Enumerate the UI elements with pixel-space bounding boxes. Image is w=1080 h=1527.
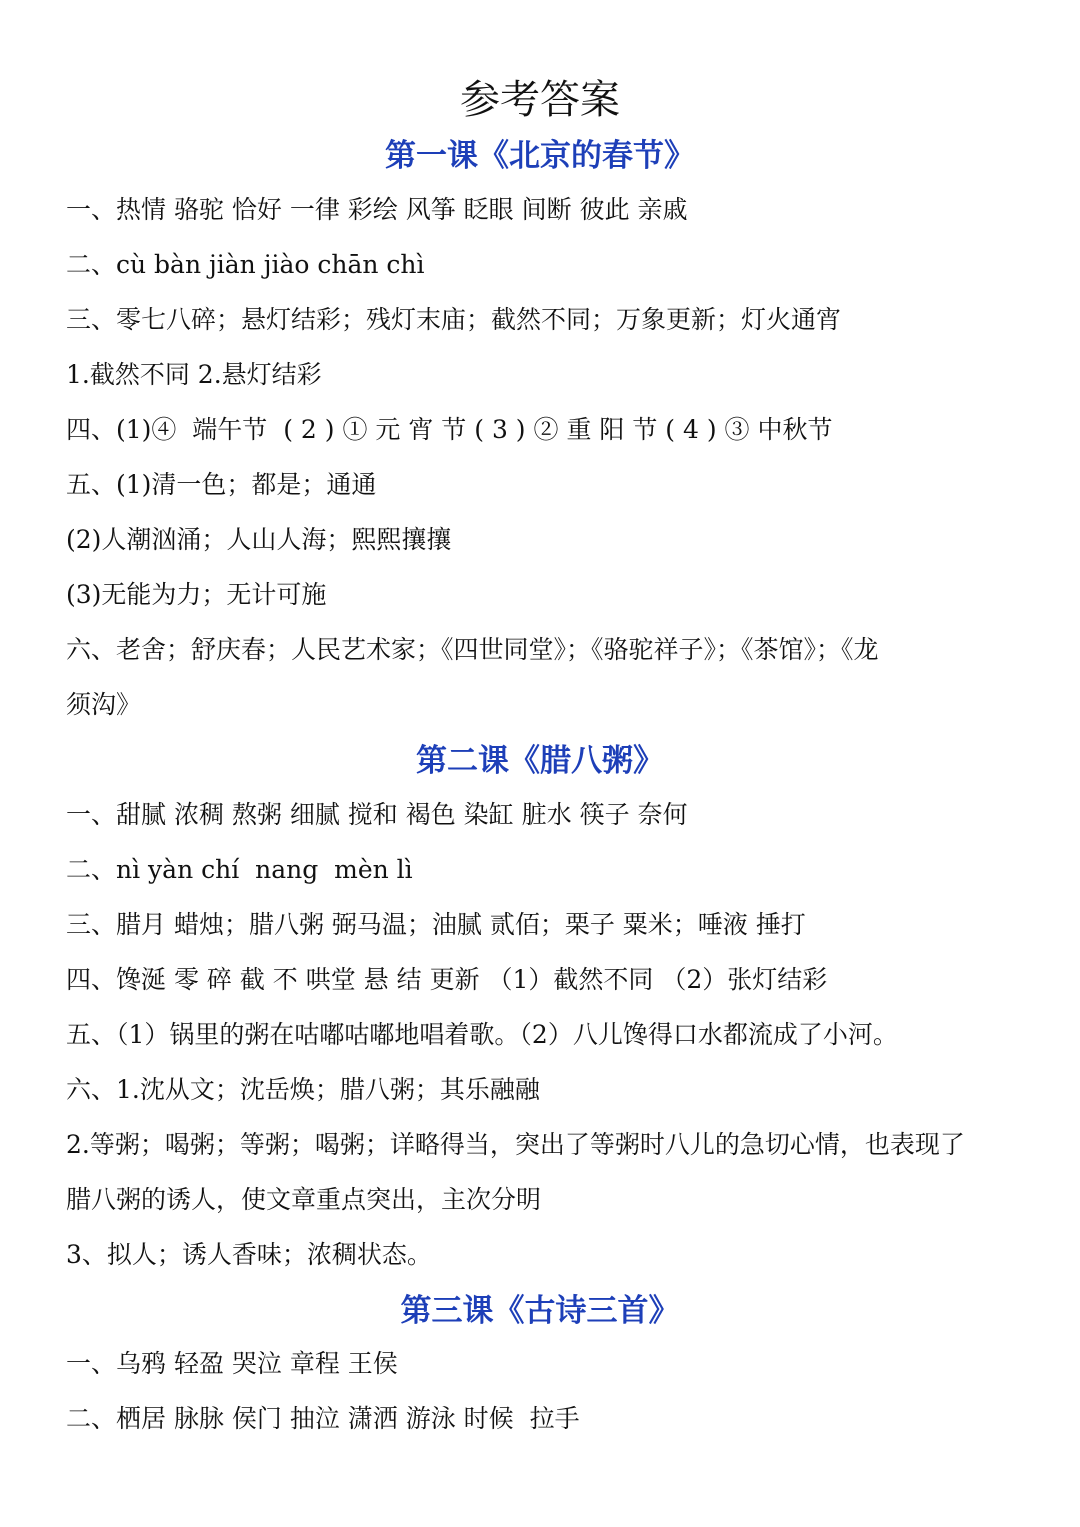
lesson-1-line-7: (2)人潮汹涌；人山人海；熙熙攘攘 [66,525,452,554]
lesson-2-line-6: 六、1.沈从文；沈岳焕；腊八粥；其乐融融 [66,1075,540,1104]
lesson-2-line-9: 3、拟人；诱人香味；浓稠状态。 [66,1240,432,1269]
lesson-2-line-3: 三、腊月 蜡烛；腊八粥 弼马温；油腻 贰佰；栗子 粟米；唾液 捶打 [66,910,806,939]
lesson-3-heading: 第三课《古诗三首》 [400,1293,680,1329]
lesson-3-line-1: 一、乌鸦 轻盈 哭泣 章程 王侯 [66,1349,398,1378]
lesson-1-heading: 第一课《北京的春节》 [385,138,695,174]
lesson-1-line-6: 五、(1)清一色；都是；通通 [66,470,377,499]
lesson-1-line-9: 六、老舍；舒庆春；人民艺术家；《四世同堂》；《骆驼祥子》；《茶馆》；《龙 [66,635,879,664]
lesson-2-heading: 第二课《腊八粥》 [416,743,664,779]
lesson-2-line-4: 四、馋涎 零 碎 截 不 哄堂 悬 结 更新 （1）截然不同 （2）张灯结彩 [66,965,828,994]
lesson-2-line-1: 一、甜腻 浓稠 熬粥 细腻 搅和 褐色 染缸 脏水 筷子 奈何 [66,800,688,829]
lesson-1-line-8: (3)无能为力；无计可施 [66,580,327,609]
lesson-1-line-10: 须沟》 [66,690,142,719]
page-title: 参考答案 [460,77,620,123]
lesson-2-line-8: 腊八粥的诱人，使文章重点突出，主次分明 [66,1185,542,1214]
lesson-2-line-5: 五、（1）锅里的粥在咕嘟咕嘟地唱着歌。（2）八儿馋得口水都流成了小河。 [66,1020,898,1049]
lesson-1-line-5: 四、(1)④ 端午节 ( 2 ) ① 元 宵 节 ( 3 ) ② 重 阳 节 ( 4 ) ③ 中秋节 [66,415,833,444]
lesson-1-line-4: 1.截然不同 2.悬灯结彩 [66,360,322,389]
lesson-2-line-2: 二、nì yàn chí nang mèn lì [66,855,413,884]
lesson-1-line-1: 一、热情 骆驼 恰好 一律 彩绘 风筝 眨眼 间断 彼此 亲戚 [66,195,688,224]
lesson-1-line-2: 二、cù bàn jiàn jiào chān chì [66,250,425,279]
lesson-1-line-3: 三、零七八碎；悬灯结彩；残灯末庙；截然不同；万象更新；灯火通宵 [66,305,842,334]
lesson-2-line-7: 2.等粥；喝粥；等粥；喝粥；详略得当，突出了等粥时八儿的急切心情，也表现了 [66,1130,965,1159]
lesson-3-line-2: 二、栖居 脉脉 侯门 抽泣 潇洒 游泳 时候 拉手 [66,1404,580,1433]
